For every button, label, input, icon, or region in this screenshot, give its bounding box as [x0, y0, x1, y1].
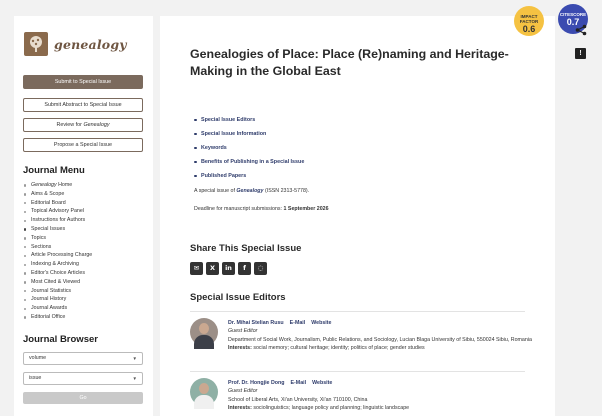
wechat-icon[interactable]: ◌ [254, 262, 267, 275]
submit-abstract-button[interactable]: Submit Abstract to Special Issue [23, 98, 143, 112]
deadline-text [194, 206, 329, 212]
propose-special-issue-button[interactable]: Propose a Special Issue [23, 138, 143, 152]
impact-factor-value: 0.6 [522, 24, 536, 34]
editor-name-link[interactable]: Prof. Dr. Hongjie Dong [228, 380, 285, 386]
menu-item-most-cited[interactable]: Most Cited & Viewed [23, 278, 153, 287]
editors-heading: Special Issue Editors [190, 292, 286, 303]
menu-item-topics[interactable]: Topics [23, 234, 153, 243]
chevron-down-icon: ▼ [132, 355, 137, 361]
intro-suffix: (ISSN 2313-5778). [263, 188, 310, 194]
editor-interests [228, 404, 573, 412]
editor-website-link[interactable]: Website [312, 380, 333, 386]
editor-affiliation: Department of Social Work, Journalism, Public Relations, and Sociology, Lucian Blaga University of Sibiu, 550024 Sibiu, Romania [228, 336, 532, 343]
table-of-contents [194, 116, 304, 186]
journal-menu [23, 181, 153, 322]
menu-item-home-label: Home [56, 182, 73, 188]
editor-interests [228, 344, 573, 352]
menu-item-special-issues[interactable]: Special Issues [23, 225, 153, 234]
menu-item-editors-choice[interactable]: Editor's Choice Articles [23, 269, 153, 278]
volume-select[interactable] [23, 352, 143, 365]
go-button[interactable]: Go [23, 392, 143, 404]
divider [190, 311, 525, 312]
chevron-down-icon: ▼ [132, 375, 137, 381]
menu-item-sections[interactable]: Sections [23, 243, 153, 252]
sidebar [14, 16, 153, 416]
menu-item-instructions[interactable]: Instructions for Authors [23, 216, 153, 225]
editor-name-link[interactable]: Dr. Mihai Stelian Rusu [228, 320, 284, 326]
menu-item-awards[interactable]: Journal Awards [23, 304, 153, 313]
editor-email-link[interactable]: E-Mail [290, 380, 307, 386]
review-button-label: Review for [56, 122, 84, 128]
submit-special-issue-button[interactable]: Submit to Special Issue [23, 75, 143, 89]
impact-factor-badge[interactable] [514, 6, 544, 36]
share-icon[interactable] [575, 24, 587, 39]
facebook-icon[interactable]: f [238, 262, 251, 275]
menu-item-statistics[interactable]: Journal Statistics [23, 287, 153, 296]
review-button-journal: Genealogy [83, 122, 110, 128]
journal-name: genealogy [54, 36, 127, 52]
review-for-journal-button[interactable] [23, 118, 143, 132]
intro-journal-link[interactable]: Genealogy [236, 188, 264, 194]
toc-link-benefits[interactable]: Benefits of Publishing in a Special Issue [194, 158, 304, 172]
intro-text [194, 188, 309, 194]
impact-factor-label: IMPACT FACTOR [519, 14, 539, 24]
intro-prefix: A special issue of [194, 188, 237, 194]
share-icons [190, 262, 267, 275]
editor-email-link[interactable]: E-Mail [289, 320, 306, 326]
journal-browser-heading: Journal Browser [23, 333, 98, 345]
menu-item-aims-scope[interactable]: Aims & Scope [23, 190, 153, 199]
main-content [160, 16, 555, 416]
menu-item-apc[interactable]: Article Processing Charge [23, 251, 153, 260]
deadline-value: 1 September 2026 [283, 206, 329, 212]
journal-menu-heading: Journal Menu [23, 165, 85, 176]
editor-affiliation: School of Liberal Arts, Xi'an University, Xi'an 710100, China [228, 396, 368, 403]
right-rail [519, 12, 602, 416]
toc-link-information[interactable]: Special Issue Information [194, 130, 304, 144]
issue-select-value: issue [29, 374, 42, 381]
editor-role: Guest Editor [228, 328, 258, 335]
menu-item-topical-advisory-panel[interactable]: Topical Advisory Panel [23, 207, 153, 216]
avatar [190, 378, 218, 406]
citescore-label: CITESCORE [559, 12, 587, 17]
editor-role: Guest Editor [228, 388, 258, 395]
deadline-label: Deadline for manuscript submissions: [194, 206, 284, 212]
menu-item-home[interactable] [23, 181, 153, 190]
linkedin-icon[interactable]: in [222, 262, 235, 275]
x-icon[interactable]: X [206, 262, 219, 275]
tree-logo-icon [24, 32, 48, 56]
avatar [190, 318, 218, 346]
toc-link-keywords[interactable]: Keywords [194, 144, 304, 158]
menu-item-history[interactable]: Journal History [23, 295, 153, 304]
interests-value: sociolinguistics; language policy and planning; linguistic landscape [251, 404, 410, 411]
editor-website-link[interactable]: Website [311, 320, 332, 326]
menu-item-editorial-board[interactable]: Editorial Board [23, 199, 153, 208]
interests-label: Interests: [228, 344, 252, 351]
journal-logo[interactable] [14, 16, 153, 62]
divider [190, 371, 525, 372]
citescore-value: 0.7 [566, 17, 580, 27]
menu-item-indexing[interactable]: Indexing & Archiving [23, 260, 153, 269]
page-title: Genealogies of Place: Place (Re)naming and Heritage-Making in the Global East [190, 47, 509, 78]
menu-item-home-journal: Genealogy [31, 182, 57, 188]
feedback-icon[interactable]: ! [575, 48, 586, 59]
issue-select[interactable] [23, 372, 143, 385]
volume-select-value: volume [29, 354, 47, 361]
interests-value: social memory; cultural heritage; identity; politics of place; gender studies [251, 344, 425, 351]
toc-link-editors[interactable]: Special Issue Editors [194, 116, 304, 130]
menu-item-editorial-office[interactable]: Editorial Office [23, 313, 153, 322]
toc-link-published-papers[interactable]: Published Papers [194, 172, 304, 186]
email-icon[interactable]: ✉ [190, 262, 203, 275]
share-heading: Share This Special Issue [190, 243, 302, 254]
interests-label: Interests: [228, 404, 252, 411]
